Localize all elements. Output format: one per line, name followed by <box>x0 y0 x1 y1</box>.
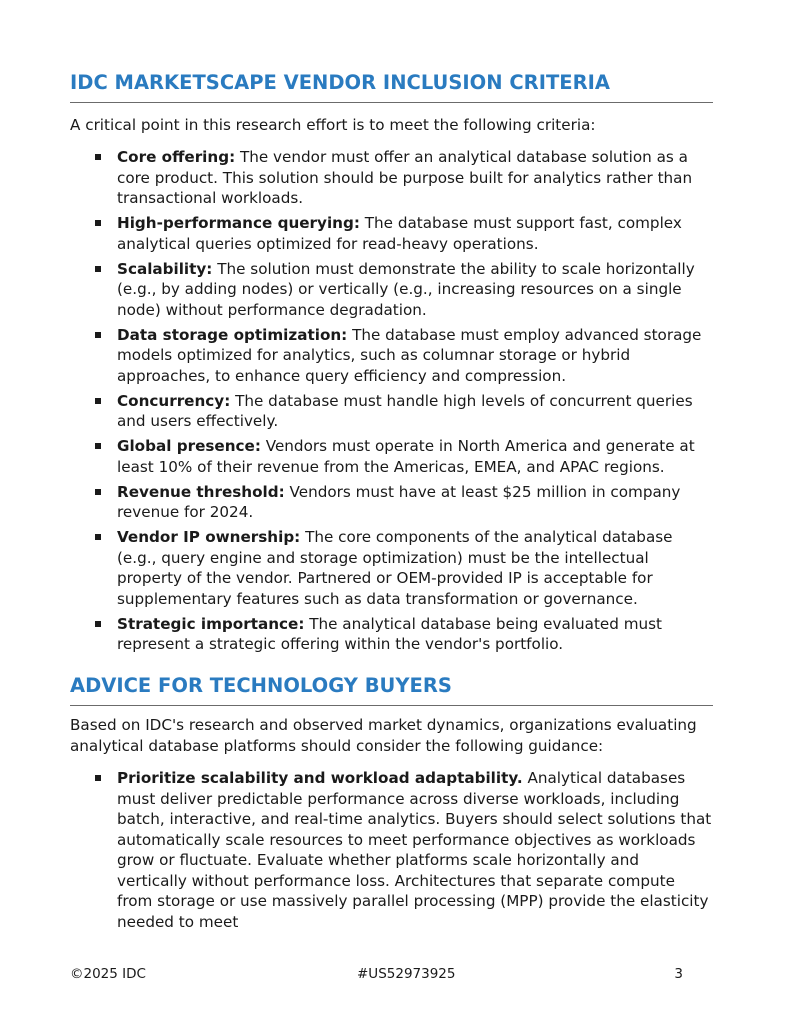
inclusion-criteria-list <box>70 147 713 659</box>
list-item <box>70 259 713 321</box>
section-intro-paragraph: A critical point in this research effort is to meet the following criteria: <box>70 116 596 134</box>
criterion-text: The database must handle high levels of concurrent queries and users effectively. <box>117 391 693 430</box>
square-bullet-icon <box>95 621 101 627</box>
section-heading-inclusion-criteria: IDC MARKETSCAPE VENDOR INCLUSION CRITERIA <box>70 71 713 103</box>
section-heading-advice-for-buyers: ADVICE FOR TECHNOLOGY BUYERS <box>70 674 713 706</box>
criterion-term: Vendor IP ownership: <box>117 528 301 546</box>
criterion-text: Vendors must have at least $25 million in company revenue for 2024. <box>117 482 681 521</box>
criterion-term: High-performance querying: <box>117 214 360 232</box>
section-intro-paragraph: Based on IDC's research and observed market dynamics, organizations evaluating analytical database platforms should consider the following guidance: <box>70 716 697 755</box>
criterion-term: Scalability: <box>117 259 213 278</box>
criterion-text: The solution must demonstrate the ability to scale horizontally (e.g., by adding nodes) or vertically (e.g., increasing resources on a single node) without performance degradation. <box>117 259 695 319</box>
list-item <box>70 482 713 523</box>
square-bullet-icon <box>95 332 101 338</box>
criterion-text: The database must employ advanced storage models optimized for analytics, such as columnar storage or hybrid approaches, to enhance query efficiency and compression. <box>117 325 702 385</box>
criterion-text: Vendors must operate in North America and generate at least 10% of their revenue from the Americas, EMEA, and APAC regions. <box>117 437 695 476</box>
advice-term: Prioritize scalability and workload adaptability. <box>117 769 523 787</box>
criterion-term: Core offering: <box>117 148 236 166</box>
criterion-term: Strategic importance: <box>117 614 305 633</box>
list-item <box>70 325 713 387</box>
list-item <box>70 614 713 655</box>
square-bullet-icon <box>95 775 101 781</box>
list-item <box>70 527 713 609</box>
square-bullet-icon <box>95 398 101 404</box>
list-item <box>70 436 713 477</box>
list-item <box>70 147 713 209</box>
square-bullet-icon <box>95 220 101 226</box>
criterion-text: The core components of the analytical database (e.g., query engine and storage optimization) must be the intellectual property of the vendor. Partnered or OEM-provided IP is acceptable for supplementary features such as data transformation or governance. <box>117 528 673 608</box>
list-item <box>70 213 713 254</box>
footer-document-id: #US52973925 <box>357 966 456 982</box>
square-bullet-icon <box>95 489 101 495</box>
criterion-text: The analytical database being evaluated must represent a strategic offering within the vendor's portfolio. <box>117 614 663 653</box>
criterion-term: Revenue threshold: <box>117 482 285 501</box>
criterion-term: Global presence: <box>117 437 261 455</box>
criterion-term: Concurrency: <box>117 391 231 410</box>
square-bullet-icon <box>95 534 101 540</box>
square-bullet-icon <box>95 443 101 449</box>
advice-list <box>70 768 713 937</box>
criterion-term: Data storage optimization: <box>117 325 348 344</box>
square-bullet-icon <box>95 154 101 160</box>
advice-text: Analytical databases must deliver predictable performance across diverse workloads, including batch, interactive, and real-time analytics. Buyers should select solutions that automatically scale resources to meet performance objectives as workloads grow or fluctuate. Evaluate whether platforms scale horizontally and vertically without performance loss. Architectures that separate compute from storage or use massively parallel processing (MPP) provide the elasticity needed to meet <box>117 769 712 931</box>
criterion-text: The database must support fast, complex analytical queries optimized for read-heavy operations. <box>117 214 682 253</box>
footer-page-number: 3 <box>674 966 683 982</box>
list-item <box>70 391 713 432</box>
footer-copyright: ©2025 IDC <box>70 966 146 982</box>
criterion-text: The vendor must offer an analytical database solution as a core product. This solution should be purpose built for analytics rather than transactional workloads. <box>117 148 693 207</box>
list-item <box>70 768 713 932</box>
square-bullet-icon <box>95 266 101 272</box>
